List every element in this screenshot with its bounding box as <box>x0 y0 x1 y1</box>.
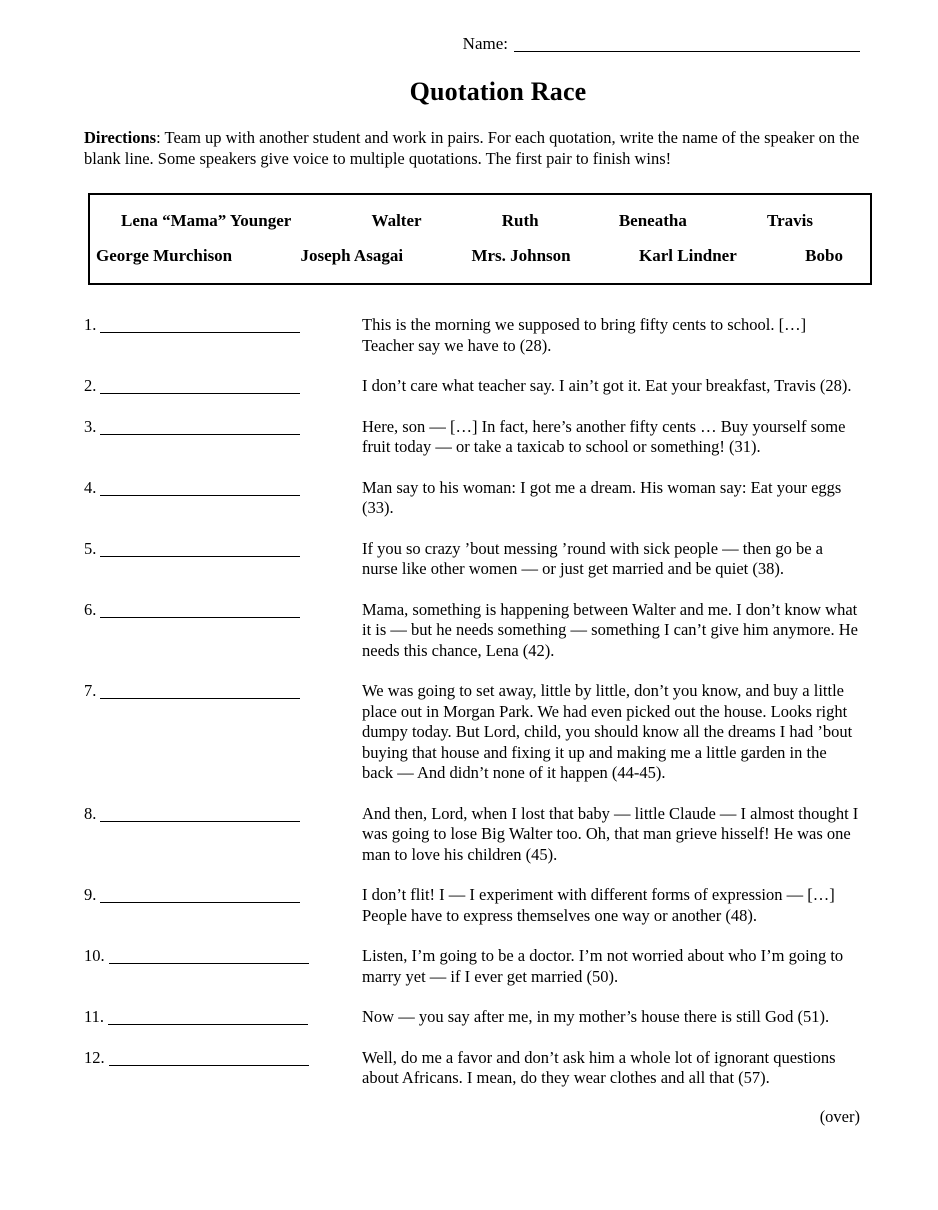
word-bank-name: Beneatha <box>618 211 687 230</box>
answer-area <box>84 1007 362 1028</box>
directions-label: Directions <box>84 128 157 147</box>
answer-area <box>84 804 362 825</box>
item-number: 11. <box>84 1007 105 1026</box>
quotation-item <box>84 376 860 397</box>
quotation-item <box>84 315 860 356</box>
answer-area <box>84 600 362 621</box>
quotation-list <box>84 315 860 1089</box>
quote-text: I don’t flit! I — I experiment with different forms of expression — […] People have to express themselves one way or another (48). <box>362 885 835 925</box>
over-note: (over) <box>819 1106 860 1126</box>
item-number: 3. <box>84 416 97 436</box>
word-bank-name: Lena “Mama” Younger <box>121 211 292 230</box>
quotation-item <box>84 417 860 458</box>
answer-blank <box>100 319 300 333</box>
quotation-item <box>84 946 860 987</box>
answer-blank <box>100 421 300 435</box>
word-bank-name: Karl Lindner <box>639 246 737 265</box>
answer-area <box>84 376 362 397</box>
word-bank-name: Travis <box>767 211 813 230</box>
name-row <box>84 33 860 55</box>
quote-text: I don’t care what teacher say. I ain’t got it. Eat your breakfast, Travis (28). <box>362 376 852 395</box>
word-bank-name: Walter <box>371 211 422 230</box>
answer-blank <box>108 1011 308 1025</box>
footer <box>84 1107 860 1127</box>
word-bank-box <box>88 193 872 285</box>
quotation-item <box>84 539 860 580</box>
quotation-item <box>84 1048 860 1089</box>
quote-text: Listen, I’m going to be a doctor. I’m not worried about who I’m going to marry yet — if I ever get married (50). <box>362 946 844 986</box>
answer-blank <box>100 380 300 394</box>
item-number: 2. <box>84 376 97 395</box>
answer-area <box>84 478 362 499</box>
quotation-item <box>84 804 860 866</box>
answer-area <box>84 315 362 336</box>
directions <box>84 128 860 169</box>
item-number: 5. <box>84 538 97 558</box>
name-blank <box>514 36 860 52</box>
quotation-item <box>84 885 860 926</box>
answer-blank <box>100 604 300 618</box>
answer-area <box>84 681 362 702</box>
word-bank-name: George Murchison <box>96 246 233 265</box>
quote-text: This is the morning we supposed to bring fifty cents to school. […] Teacher say we have to (28). <box>362 315 807 355</box>
answer-area <box>84 885 362 906</box>
word-bank-row-2 <box>90 238 870 273</box>
quote-text: And then, Lord, when I lost that baby — little Claude — I almost thought I was going to lose Big Walter too. Oh, that man grieve hisself! He was one man to love his children (45). <box>362 803 859 864</box>
name-label: Name: <box>462 34 508 53</box>
answer-blank <box>100 808 300 822</box>
answer-blank <box>100 685 300 699</box>
item-number: 12. <box>84 1047 105 1067</box>
word-bank-name: Mrs. Johnson <box>471 246 571 265</box>
quote-text: Here, son — […] In fact, here’s another fifty cents … Buy yourself some fruit today — or take a taxicab to school or something! (31). <box>362 416 846 456</box>
quotation-item <box>84 681 860 784</box>
quotation-item <box>84 600 860 662</box>
answer-blank <box>100 482 300 496</box>
item-number: 8. <box>84 803 97 823</box>
quote-text: We was going to set away, little by little, don’t you know, and buy a little place out in Morgan Park. We had even picked out the house. Looks right dumpy today. But Lord, child, you should know all the dreams I had ’bout buying that house and fixing it up and making me a little garden in the back — And didn’t none of it happen (44-45). <box>362 681 853 782</box>
answer-area <box>84 946 362 967</box>
item-number: 7. <box>84 681 97 700</box>
answer-blank <box>100 889 300 903</box>
item-number: 1. <box>84 315 97 334</box>
answer-blank <box>100 543 300 557</box>
quote-text: Well, do me a favor and don’t ask him a whole lot of ignorant questions about Africans. I mean, do they wear clothes and all that (57). <box>362 1047 836 1087</box>
quote-text: Mama, something is happening between Walter and me. I don’t know what it is — but he needs something — something I can’t give him anymore. He needs this chance, Lena (42). <box>362 599 858 660</box>
word-bank-row-1 <box>90 203 870 238</box>
word-bank-name: Ruth <box>501 211 539 230</box>
answer-area <box>84 1048 362 1069</box>
quotation-item <box>84 1007 860 1028</box>
directions-text: : Team up with another student and work in pairs. For each quotation, write the name of the speaker on the blank line. Some speakers give voice to multiple quotations. The first pair to finish wins! <box>84 128 860 168</box>
answer-area <box>84 417 362 438</box>
word-bank-name: Bobo <box>805 246 843 265</box>
quote-text: Now — you say after me, in my mother’s house there is still God (51). <box>362 1007 830 1026</box>
page-title: Quotation Race <box>409 77 587 106</box>
item-number: 10. <box>84 946 105 965</box>
quotation-item <box>84 478 860 519</box>
answer-blank <box>109 1052 309 1066</box>
item-number: 9. <box>84 885 97 904</box>
quote-text: If you so crazy ’bout messing ’round with sick people — then go be a nurse like other women — or just get married and be quiet (38). <box>362 538 823 578</box>
item-number: 6. <box>84 599 97 619</box>
answer-area <box>84 539 362 560</box>
quote-text: Man say to his woman: I got me a dream. His woman say: Eat your eggs (33). <box>362 477 842 517</box>
word-bank-name: Joseph Asagai <box>300 246 404 265</box>
answer-blank <box>109 950 309 964</box>
item-number: 4. <box>84 477 97 497</box>
